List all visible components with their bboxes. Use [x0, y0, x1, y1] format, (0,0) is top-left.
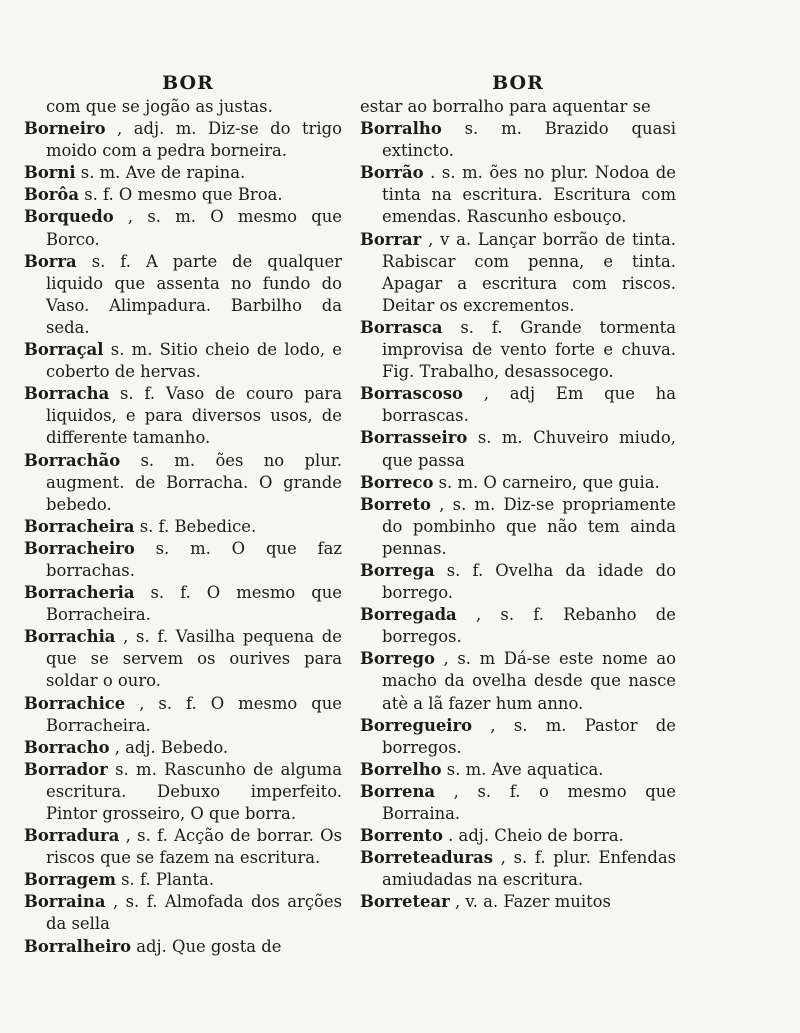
- dictionary-entry: [24, 936, 342, 958]
- dictionary-entry: [360, 427, 676, 471]
- dictionary-entry: [24, 626, 342, 692]
- entry-definition: s. f. Planta.: [121, 870, 215, 890]
- entry-headword: Borracha: [24, 384, 110, 404]
- dictionary-entry: [24, 450, 342, 516]
- entry-headword: Borretear: [360, 892, 450, 912]
- entry-headword: Borreto: [360, 494, 431, 514]
- dictionary-entry: [24, 96, 342, 118]
- dictionary-entry: [360, 825, 676, 847]
- entry-definition: s. m. Rascunho de alguma escritura. Debuxo imperfeito. Pintor grosseiro, O que borra.: [46, 759, 342, 823]
- entry-headword: Borni: [24, 163, 76, 183]
- entry-headword: Borracho: [24, 737, 110, 757]
- right-running-header: BOR: [492, 72, 544, 94]
- left-column: [24, 70, 342, 958]
- entry-headword: Borrachão: [24, 450, 121, 470]
- entry-definition: , s. m. O mesmo que Borco.: [46, 207, 342, 249]
- entry-headword: Borradura: [24, 826, 120, 846]
- entry-headword: Borrega: [360, 560, 435, 580]
- entry-definition: adj. Que gosta de: [136, 936, 282, 956]
- entry-headword: Borralheiro: [24, 936, 132, 956]
- entry-definition: s. m. Brazido quasi extincto.: [382, 119, 676, 161]
- left-running-header: BOR: [162, 72, 214, 94]
- entry-definition: , adj Em que ha borrascas.: [382, 384, 676, 426]
- entry-headword: Borrasca: [360, 317, 443, 337]
- entry-definition: s. f. A parte de qualquer liquido que assenta no fundo do Vaso. Alimpadura. Barbilho da seda.: [46, 251, 342, 337]
- entry-headword: Borrador: [24, 759, 108, 779]
- entry-headword: Borrego: [360, 649, 435, 669]
- dictionary-entry: [24, 869, 342, 891]
- entry-definition: , s. f. O mesmo que Borracheira.: [46, 693, 342, 735]
- entry-definition: , s. f. Acção de borrar. Os riscos que se fazem na escritura.: [46, 826, 342, 868]
- entry-headword: Borraina: [24, 892, 106, 912]
- dictionary-entry: [360, 847, 676, 891]
- entry-definition: s. m. Ave de rapina.: [80, 163, 246, 183]
- entry-headword: Borrascoso: [360, 384, 463, 404]
- dictionary-entry: [360, 317, 676, 383]
- entry-headword: Borreteaduras: [360, 848, 493, 868]
- entry-definition: s. m. O que faz borrachas.: [46, 538, 343, 580]
- entry-headword: Borreco: [360, 472, 434, 492]
- entry-definition: s. f. Ovelha da idade do borrego.: [382, 560, 676, 603]
- entry-definition: s. f. Vaso de couro para liquidos, e para diversos usos, de differente tamanho.: [46, 384, 342, 448]
- entry-headword: Borregueiro: [360, 715, 473, 735]
- entry-definition: , s. f. Rebanho de borregos.: [382, 605, 677, 647]
- left-entries: [24, 96, 342, 958]
- entry-definition: . s. m. ões no plur. Nodoa de tinta na escritura. Escritura com emendas. Rascunho esbouço.: [382, 163, 676, 227]
- entry-definition: , s. m. Pastor de borregos.: [382, 715, 676, 757]
- dictionary-entry: [24, 737, 342, 759]
- entry-headword: Borracheira: [24, 516, 135, 536]
- dictionary-entry: [360, 96, 676, 118]
- dictionary-entry: [24, 162, 342, 184]
- entry-headword: Borneiro: [24, 119, 106, 139]
- entry-definition: . adj. Cheio de borra.: [448, 826, 624, 846]
- entry-headword: Borraçal: [24, 340, 104, 360]
- entry-headword: Borrachice: [24, 693, 126, 713]
- right-column: [360, 70, 676, 913]
- entry-headword: Borrasseiro: [360, 428, 468, 448]
- entry-definition: , s. m. Diz-se propriamente do pombinho que não tem ainda pennas.: [382, 494, 676, 558]
- dictionary-entry: [360, 715, 676, 759]
- entry-definition: s. f. Grande tormenta improvisa de vento forte e chuva. Fig. Trabalho, desassocego.: [382, 317, 676, 382]
- dictionary-entry: [24, 538, 342, 582]
- dictionary-entry: [360, 229, 676, 317]
- dictionary-entry: [360, 118, 676, 162]
- dictionary-entry: [360, 759, 676, 781]
- dictionary-entry: [360, 604, 676, 648]
- entry-headword: Borrão: [360, 163, 424, 183]
- entry-definition: s. m. O carneiro, que guia.: [438, 472, 660, 492]
- entry-headword: Borrelho: [360, 759, 442, 779]
- entry-definition: , s. m Dá-se este nome ao macho da ovelha desde que nasce atè a lã fazer hum anno.: [382, 649, 676, 713]
- entry-headword: Borralho: [360, 119, 442, 139]
- entry-definition: s. f. Bebedice.: [139, 516, 257, 536]
- entry-headword: Borrar: [360, 229, 422, 249]
- entry-definition: s. m. Ave aquatica.: [446, 759, 604, 779]
- entry-headword: Borôa: [24, 185, 79, 205]
- right-entries: [360, 96, 676, 913]
- dictionary-entry: [360, 648, 676, 714]
- entry-definition: , s. f. o mesmo que Borraina.: [382, 781, 676, 823]
- dictionary-entry: [360, 781, 676, 825]
- entry-headword: Borrento: [360, 826, 443, 846]
- dictionary-entry: [24, 759, 342, 825]
- entry-definition: s. f. O mesmo que Broa.: [84, 185, 283, 205]
- entry-definition: , v a. Lançar borrão de tinta. Rabiscar com penna, e tinta. Apagar a escritura com riscos. Deitar os excrementos.: [382, 229, 676, 315]
- dictionary-entry: [24, 339, 342, 383]
- dictionary-entry: [24, 251, 342, 339]
- entry-headword: Borregada: [360, 605, 457, 625]
- dictionary-entry: [24, 206, 342, 250]
- dictionary-entry: [360, 891, 676, 913]
- entry-definition: estar ao borralho para aquentar se: [360, 97, 651, 116]
- dictionary-entry: [24, 825, 342, 869]
- dictionary-entry: [360, 494, 676, 560]
- entry-definition: com que se jogão as justas.: [46, 97, 273, 116]
- dictionary-entry: [24, 516, 342, 538]
- entry-definition: , s. f. Almofada dos arções da sella: [46, 892, 342, 934]
- entry-headword: Borracheria: [24, 583, 135, 603]
- dictionary-entry: [24, 383, 342, 449]
- dictionary-entry: [24, 118, 342, 162]
- entry-headword: Borrachia: [24, 627, 116, 647]
- entry-definition: , s. f. Vasilha pequena de que se servem os ourives para soldar o ouro.: [46, 627, 342, 691]
- dictionary-entry: [360, 560, 676, 604]
- dictionary-entry: [360, 472, 676, 494]
- entry-headword: Borquedo: [24, 207, 114, 227]
- entry-definition: s. m. ões no plur. augment. de Borracha. O grande bebedo.: [46, 450, 342, 514]
- entry-definition: , adj. Bebedo.: [114, 737, 229, 757]
- dictionary-entry: [24, 184, 342, 206]
- dictionary-entry: [360, 162, 676, 228]
- entry-definition: s. m. Chuveiro miudo, que passa: [382, 428, 676, 470]
- entry-headword: Borra: [24, 251, 77, 271]
- dictionary-entry: [24, 693, 342, 737]
- entry-definition: , s. f. plur. Enfendas amiudadas na escritura.: [382, 848, 677, 890]
- entry-headword: Borracheiro: [24, 538, 135, 558]
- entry-definition: s. m. Sitio cheio de lodo, e coberto de hervas.: [46, 340, 342, 382]
- dictionary-entry: [24, 891, 342, 935]
- entry-definition: , v. a. Fazer muitos: [454, 892, 611, 912]
- entry-headword: Borrena: [360, 781, 436, 801]
- dictionary-entry: [24, 582, 342, 626]
- entry-definition: , adj. m. Diz-se do trigo moido com a pedra borneira.: [46, 119, 342, 161]
- entry-headword: Borragem: [24, 870, 116, 890]
- dictionary-entry: [360, 383, 676, 427]
- entry-definition: s. f. O mesmo que Borracheira.: [46, 583, 343, 625]
